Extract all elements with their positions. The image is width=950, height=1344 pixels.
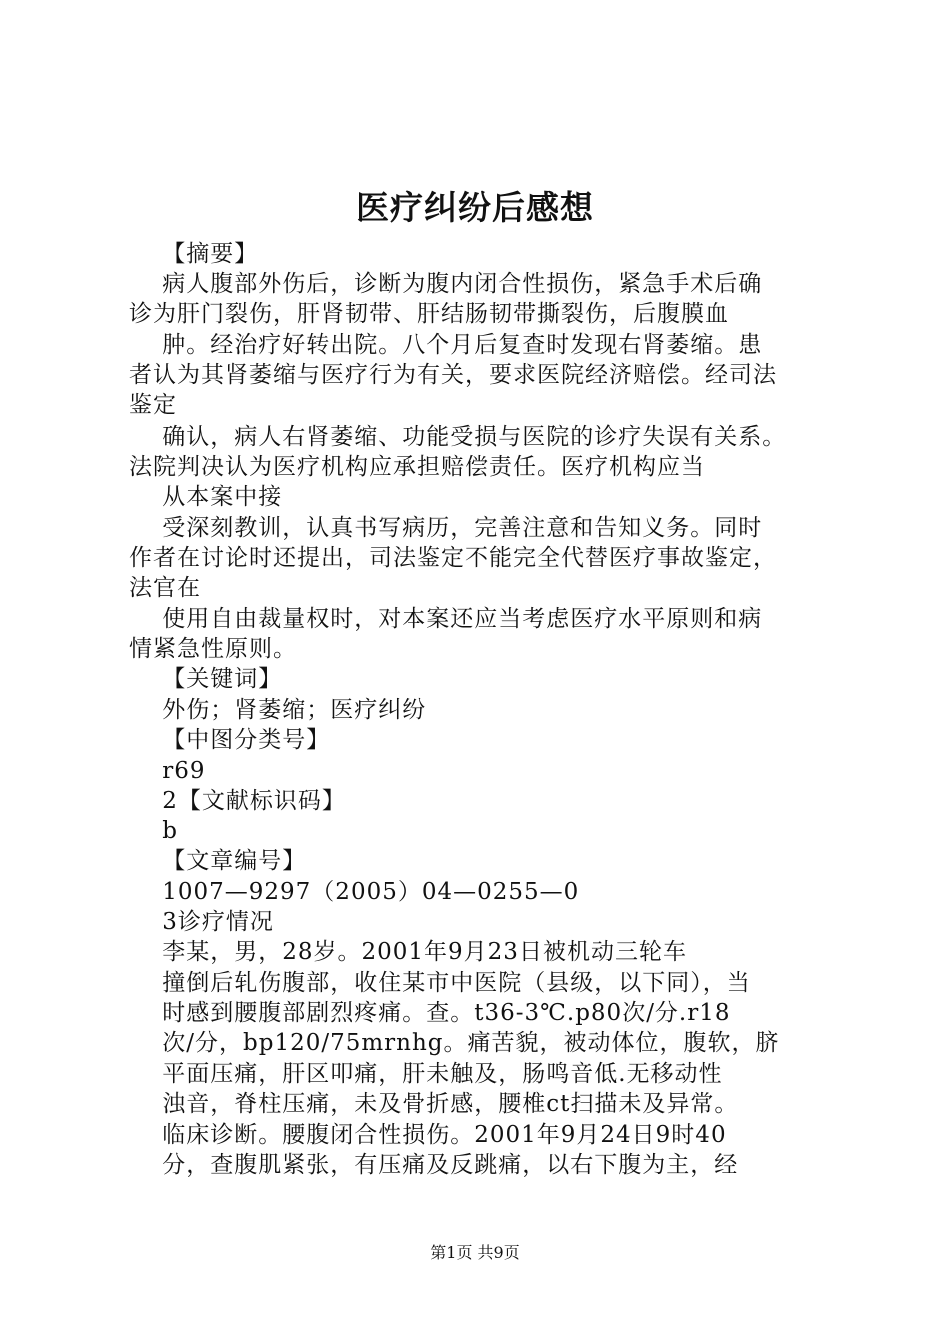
body-line: 诊为肝门裂伤，肝肾韧带、肝结肠韧带撕裂伤，后腹膜血: [129, 301, 729, 327]
body-line: 李某，男，28岁。2001年9月23日被机动三轮车: [129, 939, 687, 965]
body-line: 外伤；肾萎缩；医疗纠纷: [129, 697, 427, 723]
body-line: 使用自由裁量权时，对本案还应当考虑医疗水平原则和病: [129, 606, 763, 632]
body-line: 1007—9297（2005）04—0255—0: [129, 879, 580, 905]
body-line: 时感到腰腹部剧烈疼痛。查。t36-3℃.p80次/分.r18: [129, 1000, 731, 1026]
body-line: r69: [129, 758, 206, 784]
body-line: 【关键词】: [129, 666, 283, 692]
body-line: 【摘要】: [129, 241, 259, 267]
page-footer: 第1页 共9页: [430, 1243, 520, 1262]
body-line: 受深刻教训，认真书写病历，完善注意和告知义务。同时: [129, 515, 763, 541]
body-line: 确认，病人右肾萎缩、功能受损与医院的诊疗失误有关系。: [129, 424, 787, 450]
body-line: 法官在: [129, 575, 201, 601]
body-line: 肿。经治疗好转出院。八个月后复查时发现右肾萎缩。患: [129, 332, 763, 358]
body-line: 法院判决认为医疗机构应承担赔偿责任。医疗机构应当: [129, 454, 705, 480]
body-line: 撞倒后轧伤腹部，收住某市中医院（县级，以下同），当: [129, 970, 751, 996]
body-line: 临床诊断。腰腹闭合性损伤。2001年9月24日9时40: [129, 1122, 727, 1148]
body-line: 平面压痛，肝区叩痛，肝未触及，肠鸣音低.无移动性: [129, 1061, 723, 1087]
body-line: 者认为其肾萎缩与医疗行为有关，要求医院经济赔偿。经司法: [129, 362, 777, 388]
body-line: 浊音，脊柱压痛，未及骨折感，腰椎ct扫描未及异常。: [129, 1091, 739, 1117]
body-line: 情紧急性原则。: [129, 636, 297, 662]
body-line: 【文章编号】: [129, 848, 307, 874]
body-line: 病人腹部外伤后，诊断为腹内闭合性损伤，紧急手术后确: [129, 271, 763, 297]
body-line: 2【文献标识码】: [129, 788, 346, 814]
body-line: 从本案中接: [129, 484, 283, 510]
body-line: 3诊疗情况: [129, 909, 274, 935]
body-line: 作者在讨论时还提出，司法鉴定不能完全代替医疗事故鉴定，: [129, 545, 777, 571]
body-line: 【中图分类号】: [129, 727, 331, 753]
body-line: 鉴定: [129, 392, 177, 418]
document-title: 医疗纠纷后感想: [356, 188, 594, 227]
body-line: b: [129, 818, 178, 844]
body-line: 分，查腹肌紧张，有压痛及反跳痛，以右下腹为主，经: [129, 1152, 739, 1178]
body-line: 次/分，bp120/75mrnhg。痛苦貌，被动体位，腹软，脐: [129, 1030, 780, 1056]
